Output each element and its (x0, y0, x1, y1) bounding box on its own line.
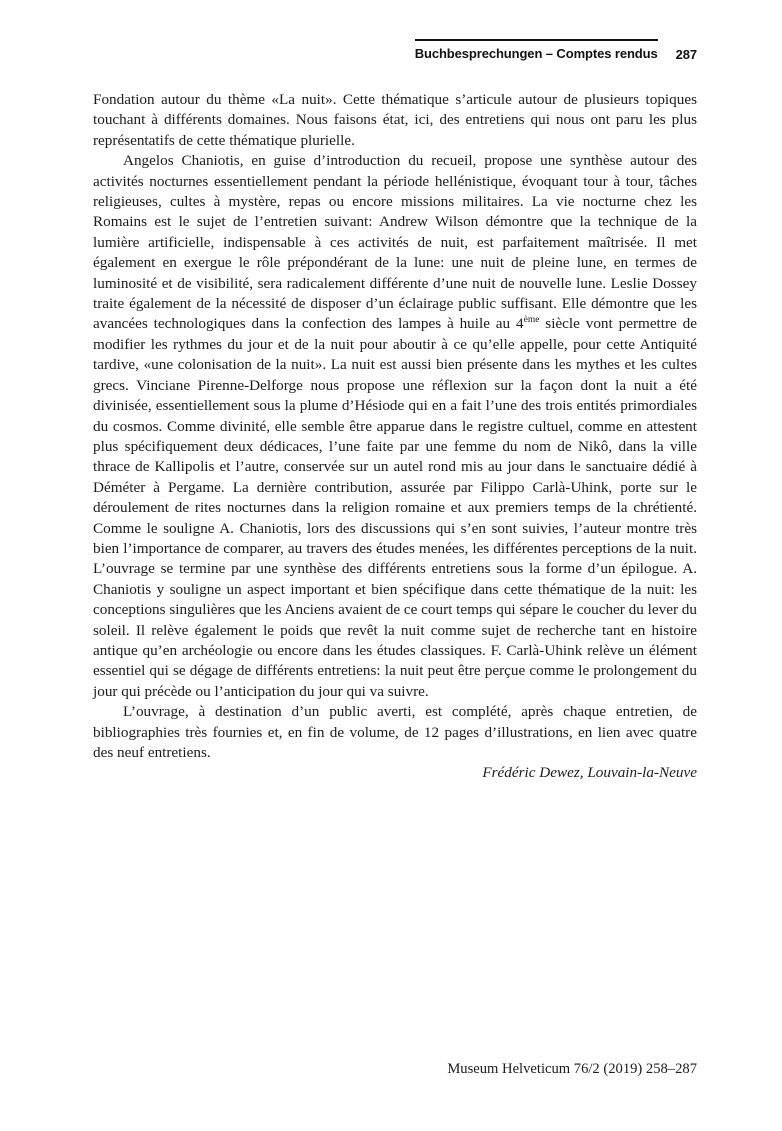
running-head-title: Buchbesprechungen – Comptes rendus (414, 46, 658, 61)
paragraph: Fondation autour du thème «La nuit». Cette thématique s’articule autour de plusieurs topiques touchant à différents domaines. Nous faisons état, ici, des entretiens qui nous ont paru les plus représentatifs de cette thématique plurielle. (93, 91, 697, 149)
page-header (93, 39, 697, 62)
review-article-body (93, 90, 697, 784)
paragraph: Angelos Chaniotis, en guise d’introduction du recueil, propose une synthèse autour des activités nocturnes essentiellement pendant la période hellénistique, évoquant tour à tour, tâches religieuses, cultes à mystère, repas ou encore missions militaires. La vie nocturne chez les Romains est le sujet de l’entretien suivant: Andrew Wilson démontre que la technique de la lumière artificielle, indispensable à ces activités de nuit, est parfaitement maîtrisée. Il met également en exergue le rôle prépondérant de la lune: une nuit de pleine lune, en termes de luminosité et de visibilité, sera radicalement différente d’une nuit de nouvelle lune. Leslie Dossey traite également de la nécessité de disposer d’un éclairage public suffisant. Elle démontre que les avancées technologiques dans la confection des lampes à huile au 4ème siècle vont permettre de modifier les rythmes du jour et de la nuit pour aboutir à ce qu’elle appelle, pour cette Antiquité tardive, «une colonisation de la nuit». La nuit est aussi bien présente dans les mythes et les cultes grecs. Vinciane Pirenne-Delforge nous propose une réflexion sur la façon dont la nuit a été divinisée, essentiellement sous la plume d’Hésiode qui en a fait l’une des trois entités primordiales du cosmos. Comme divinité, elle semble être apparue dans le registre cultuel, comme en attestent plus spécifiquement deux dédicaces, l’une faite par une femme du nom de Nikô, dans la ville thrace de Kallipolis et l’autre, conservée sur un autel rond mis au jour dans le sanctuaire dédié à Déméter à Pergame. La dernière contribution, assurée par Filippo Carlà-Uhink, porte sur le déroulement de rites nocturnes dans la religion romaine et aux premiers temps de la chrétienté. Comme le souligne A. Chaniotis, lors des discussions qui s’en sont suivies, l’auteur montre très bien l’importance de comparer, au travers des études menées, les différentes perceptions de la nuit. L’ouvrage se termine par une synthèse des différents entretiens sous la forme d’un épilogue. A. Chaniotis y souligne un aspect important et bien spécifique dans cette thématique de la nuit: les conceptions singulières que les Anciens avaient de ce court temps qui sépare le coucher du lever du soleil. Il relève également le poids que revêt la nuit comme sujet de recherche tant en histoire antique qu’en archéologie ou encore dans les études classiques. F. Carlà-Uhink relève un élément essentiel qui se dégage de différents entretiens: la nuit peut être perçue comme le prolongement du jour qui précède ou l’anticipation du jour qui va suivre. (93, 152, 697, 700)
page-footer (93, 1061, 697, 1078)
journal-citation: Museum Helveticum 76/2 (2019) 258–287 (447, 1061, 697, 1077)
page-number: 287 (675, 46, 697, 62)
author-signature: Frédéric Dewez, Louvain-la-Neuve (482, 764, 697, 782)
superscript-ordinal: ème (523, 315, 540, 326)
paragraph-container (93, 90, 697, 763)
running-head (415, 39, 658, 61)
paragraph: L’ouvrage, à destination d’un public averti, est complété, après chaque entretien, de bibliographies très fournies et, en fin de volume, de 12 pages d’illustrations, en lien avec quatre des neuf entretiens. (93, 703, 697, 761)
